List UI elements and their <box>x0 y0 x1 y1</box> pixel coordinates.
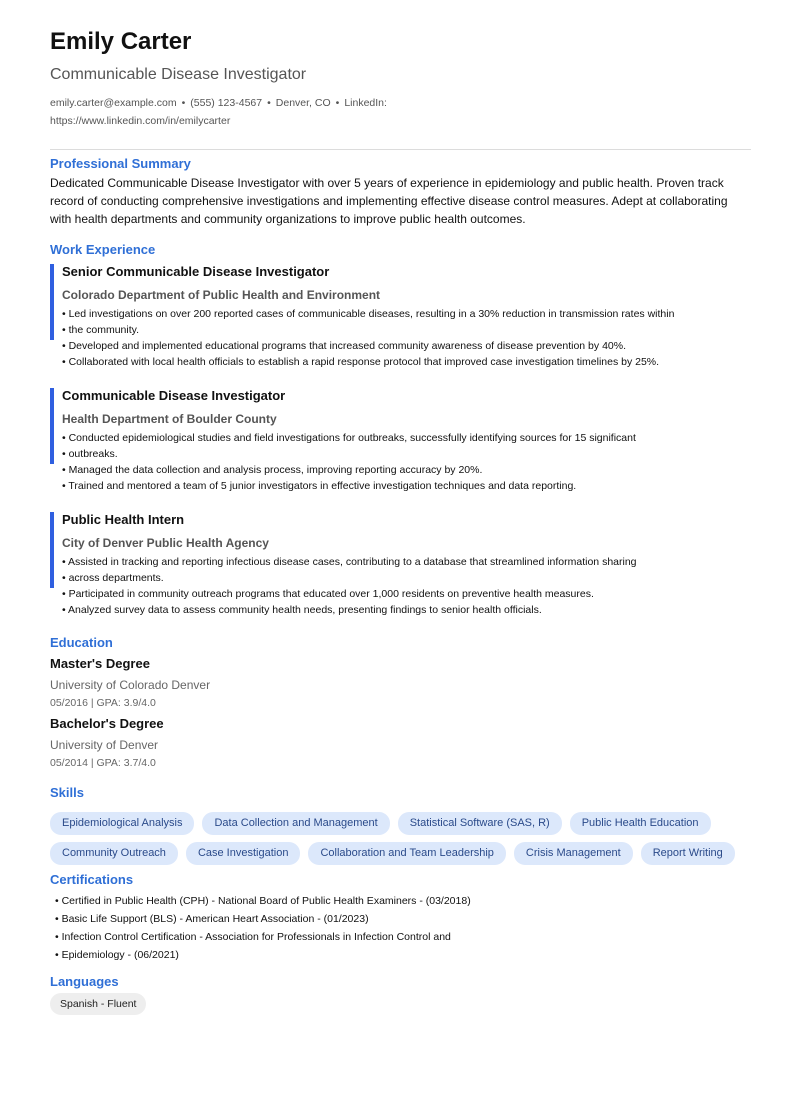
candidate-name: Emily Carter <box>50 28 192 55</box>
job-bullet: • the community. <box>62 324 140 336</box>
job-bullet: • Managed the data collection and analysis process, improving reporting accuracy by 20%. <box>62 464 483 476</box>
job-bullet: • Trained and mentored a team of 5 junior investigators in effective investigation techniques and data reporting. <box>62 480 577 492</box>
contact-location: Denver, CO <box>275 97 331 109</box>
languages-section <box>50 974 751 1015</box>
certifications-list <box>50 892 751 964</box>
education-meta: 05/2016 | GPA: 3.9/4.0 <box>50 697 156 709</box>
education-entry <box>50 716 751 770</box>
language-chip: Spanish - Fluent <box>50 993 146 1015</box>
job-bullet: • Assisted in tracking and reporting infectious disease cases, contributing to a database that streamlined information sharing <box>62 556 637 568</box>
job-accent-bar <box>50 512 54 588</box>
job-accent-bar <box>50 388 54 464</box>
experience-section <box>50 242 751 618</box>
job-company: Colorado Department of Public Health and Environment <box>62 288 381 302</box>
job-entry <box>50 264 751 370</box>
skill-chip: Public Health Education <box>570 812 711 835</box>
job-title: Public Health Intern <box>62 512 185 527</box>
skills-section <box>50 785 751 872</box>
section-heading-summary: Professional Summary <box>50 156 191 171</box>
education-school: University of Denver <box>50 738 159 752</box>
resume-page <box>50 28 751 1015</box>
skill-chip: Statistical Software (SAS, R) <box>398 812 562 835</box>
education-degree: Bachelor's Degree <box>50 716 164 731</box>
job-bullet: • Collaborated with local health officials to establish a rapid response protocol that improved case investigation timelines by 25%. <box>62 356 660 368</box>
certification-item: • Basic Life Support (BLS) - American Heart Association - (01/2023) <box>55 913 369 925</box>
skill-chip: Data Collection and Management <box>202 812 389 835</box>
job-bullet: • Participated in community outreach programs that educated over 1,000 residents on preventive health measures. <box>62 588 594 600</box>
job-bullet: • Analyzed survey data to assess community health needs, presenting findings to senior health officials. <box>62 604 542 616</box>
job-company: Health Department of Boulder County <box>62 412 277 426</box>
education-section <box>50 635 751 770</box>
contact-linkedin-label: LinkedIn: <box>344 97 387 109</box>
contact-linkedin-url[interactable]: https://www.linkedin.com/in/emilycarter <box>50 115 231 127</box>
job-accent-bar <box>50 264 54 340</box>
education-degree: Master's Degree <box>50 656 150 671</box>
job-entry <box>50 512 751 618</box>
skill-chip: Community Outreach <box>50 842 178 865</box>
education-school: University of Colorado Denver <box>50 678 211 692</box>
certifications-section <box>50 872 751 964</box>
job-title: Communicable Disease Investigator <box>62 388 286 403</box>
skills-chip-list <box>50 812 750 872</box>
job-bullets <box>62 306 751 370</box>
contact-separator: • <box>335 97 340 109</box>
section-heading-skills: Skills <box>50 785 84 800</box>
job-bullet: • outbreaks. <box>62 448 118 460</box>
job-bullets <box>62 430 751 494</box>
candidate-title: Communicable Disease Investigator <box>50 66 307 83</box>
skill-chip: Report Writing <box>641 842 735 865</box>
job-bullet: • Led investigations on over 200 reported cases of communicable diseases, resulting in a 30% reduction in transmission rates within <box>62 308 675 320</box>
job-bullet: • Conducted epidemiological studies and field investigations for outbreaks, successfully identifying sources for 15 significant <box>62 432 636 444</box>
certification-item: • Certified in Public Health (CPH) - National Board of Public Health Examiners - (03/2018) <box>55 895 471 907</box>
summary-section <box>50 156 751 228</box>
job-bullet: • across departments. <box>62 572 164 584</box>
skill-chip: Case Investigation <box>186 842 301 865</box>
skill-chip: Epidemiological Analysis <box>50 812 194 835</box>
section-heading-experience: Work Experience <box>50 242 156 257</box>
job-title: Senior Communicable Disease Investigator <box>62 264 330 279</box>
header-divider <box>50 149 751 150</box>
section-heading-education: Education <box>50 635 113 650</box>
section-heading-certifications: Certifications <box>50 872 134 887</box>
certification-item: • Epidemiology - (06/2021) <box>55 949 179 961</box>
contact-line <box>50 94 410 130</box>
job-entry <box>50 388 751 494</box>
contact-separator: • <box>181 97 186 109</box>
skill-chip: Crisis Management <box>514 842 633 865</box>
contact-separator: • <box>267 97 271 109</box>
summary-text: Dedicated Communicable Disease Investigator with over 5 years of experience in epidemiology and public health. Proven track record of conducting comprehensive investigations and implementing effective disease control measures. Adept at collaborating with health departments and community organizations to improve public health outcomes. <box>50 176 728 226</box>
skill-chip: Collaboration and Team Leadership <box>308 842 505 865</box>
education-entry <box>50 656 751 710</box>
section-heading-languages: Languages <box>50 974 119 989</box>
job-bullets <box>62 554 751 618</box>
education-meta: 05/2014 | GPA: 3.7/4.0 <box>50 757 156 769</box>
certification-item: • Infection Control Certification - Association for Professionals in Infection Control and <box>55 931 451 943</box>
job-company: City of Denver Public Health Agency <box>62 536 269 550</box>
contact-email[interactable]: emily.carter@example.com <box>50 97 177 109</box>
job-bullet: • Developed and implemented educational programs that increased community awareness of disease prevention by 40%. <box>62 340 626 352</box>
contact-phone: (555) 123-4567 <box>190 97 263 109</box>
